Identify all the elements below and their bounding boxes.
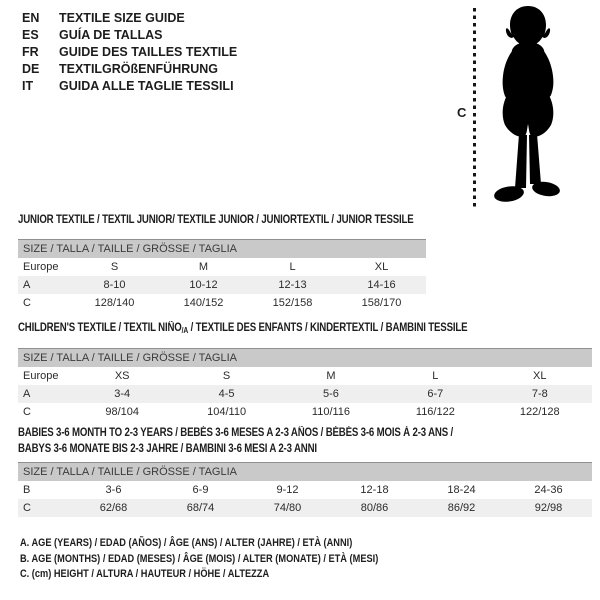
row-label: Europe: [23, 370, 59, 382]
months-cell: 12-18: [360, 484, 389, 496]
age-cell: 8-10: [70, 276, 159, 294]
height-cell: 158/170: [361, 297, 402, 309]
height-cell: 128/140: [94, 297, 135, 309]
guide-title-es: GUÍA DE TALLAS: [59, 28, 163, 42]
legend-footnotes: [20, 536, 378, 583]
months-cell: 6-9: [192, 484, 209, 496]
children-table-title: [18, 320, 500, 339]
row-label: A: [18, 276, 70, 294]
height-cell: 74/80: [244, 499, 331, 517]
table-row-height: [18, 499, 592, 517]
months-cell: 24-36: [534, 484, 563, 496]
language-row-it: [22, 78, 237, 95]
size-cell: S: [110, 261, 119, 273]
language-row-de: [22, 61, 237, 78]
size-cell: S: [222, 370, 231, 382]
language-code: ES: [22, 28, 39, 42]
babies-title-line1: BABIES 3-6 MONTH TO 2-3 YEARS / BEBÉS 3-6 MESES A 2-3 AÑOS / BÉBÉS 3-6 MOIS À 2-3 ANS /: [18, 427, 454, 439]
junior-table-title: JUNIOR TEXTILE / TEXTIL JUNIOR/ TEXTILE JUNIOR / JUNIORTEXTIL / JUNIOR TESSILE: [18, 214, 414, 226]
height-cell: 80/86: [331, 499, 418, 517]
babies-table-title: [18, 425, 592, 457]
height-dashed-line: [473, 8, 476, 208]
height-cell: 98/104: [105, 406, 140, 418]
size-cell: M: [198, 261, 209, 273]
language-code: FR: [22, 45, 39, 59]
age-cell: 4-5: [174, 385, 278, 403]
age-cell: 6-7: [383, 385, 487, 403]
age-cell: 7-8: [488, 385, 592, 403]
table-row-age: [18, 385, 592, 403]
months-cell: 9-12: [276, 484, 299, 496]
age-cell: 3-4: [70, 385, 174, 403]
table-row-age: [18, 276, 426, 294]
size-cell: L: [289, 261, 296, 273]
junior-table-section: [18, 212, 426, 312]
height-cell: 104/110: [207, 406, 247, 418]
height-cell: 140/152: [183, 297, 224, 309]
height-measure-label: C: [457, 105, 467, 120]
row-label: C: [23, 297, 31, 309]
children-table-section: [18, 320, 592, 421]
height-cell: 68/74: [157, 499, 244, 517]
size-cell: L: [432, 370, 439, 382]
months-cell: 3-6: [105, 484, 122, 496]
size-header-bar: SIZE / TALLA / TAILLE / GRÖSSE / TAGLIA: [18, 240, 426, 259]
junior-size-table: [18, 239, 426, 312]
guide-title-fr: GUIDE DES TAILLES TEXTILE: [59, 45, 238, 59]
table-row-months: [18, 481, 592, 499]
row-label: C: [18, 499, 70, 517]
children-title-post: / TEXTILE DES ENFANTS / KINDERTEXTIL / BAMBINI TESSILE: [188, 322, 468, 334]
height-cell: 152/158: [272, 297, 313, 309]
language-row-es: [22, 27, 237, 44]
guide-title-en: TEXTILE SIZE GUIDE: [59, 11, 185, 25]
language-title-list: [22, 10, 237, 95]
babies-title-line2: BABYS 3-6 MONATE BIS 2-3 JAHRE / BAMBINI 3-6 MESI A 2-3 ANNI: [18, 443, 317, 455]
toddler-silhouette-icon: [478, 4, 578, 210]
size-header-bar: SIZE / TALLA / TAILLE / GRÖSSE / TAGLIA: [18, 463, 592, 482]
footnote-a: A. AGE (YEARS) / EDAD (AÑOS) / ÂGE (ANS) / ALTER (JAHRE) / ETÀ (ANNI): [20, 537, 353, 549]
language-row-fr: [22, 44, 237, 61]
table-row-height: [18, 294, 426, 312]
height-cell: 116/122: [415, 406, 455, 418]
babies-size-table: [18, 462, 592, 517]
table-row-height: [18, 403, 592, 421]
language-row-en: [22, 10, 237, 27]
row-label: C: [23, 406, 31, 418]
age-cell: 5-6: [279, 385, 383, 403]
size-cell: XS: [114, 370, 130, 382]
size-cell: XL: [533, 370, 547, 382]
size-cell: XL: [374, 261, 389, 273]
language-code: IT: [22, 79, 34, 93]
table-row-europe: [18, 258, 426, 276]
children-title-pre: CHILDREN'S TEXTILE / TEXTIL NIÑO: [18, 322, 182, 334]
height-cell: 92/98: [505, 499, 592, 517]
height-cell: 110/116: [311, 406, 351, 418]
height-cell: 122/128: [519, 406, 560, 418]
children-size-table: [18, 348, 592, 421]
guide-title-it: GUIDA ALLE TAGLIE TESSILI: [59, 79, 234, 93]
language-code: EN: [22, 11, 40, 25]
language-code: DE: [22, 62, 40, 76]
footnote-b: B. AGE (MONTHS) / EDAD (MESES) / ÂGE (MOIS) / ALTER (MONATE) / ETÀ (MESI): [20, 552, 379, 565]
guide-title-de: TEXTILGRÖßENFÜHRUNG: [59, 62, 219, 76]
children-title-sub: /A: [181, 326, 189, 335]
row-label: B: [23, 484, 31, 496]
months-cell: 18-24: [447, 484, 476, 496]
height-cell: 86/92: [418, 499, 505, 517]
size-cell: M: [326, 370, 336, 382]
age-cell: 12-13: [248, 276, 337, 294]
footnote-c: C. (cm) HEIGHT / ALTURA / HAUTEUR / HÖHE / ALTEZZA: [20, 568, 270, 580]
age-cell: 10-12: [159, 276, 248, 294]
table-row-europe: [18, 367, 592, 385]
age-cell: 14-16: [337, 276, 426, 294]
row-label: Europe: [23, 261, 59, 273]
size-header-bar: SIZE / TALLA / TAILLE / GRÖSSE / TAGLIA: [18, 349, 592, 368]
height-cell: 62/68: [70, 499, 157, 517]
babies-table-section: [18, 425, 592, 517]
row-label: A: [18, 385, 70, 403]
